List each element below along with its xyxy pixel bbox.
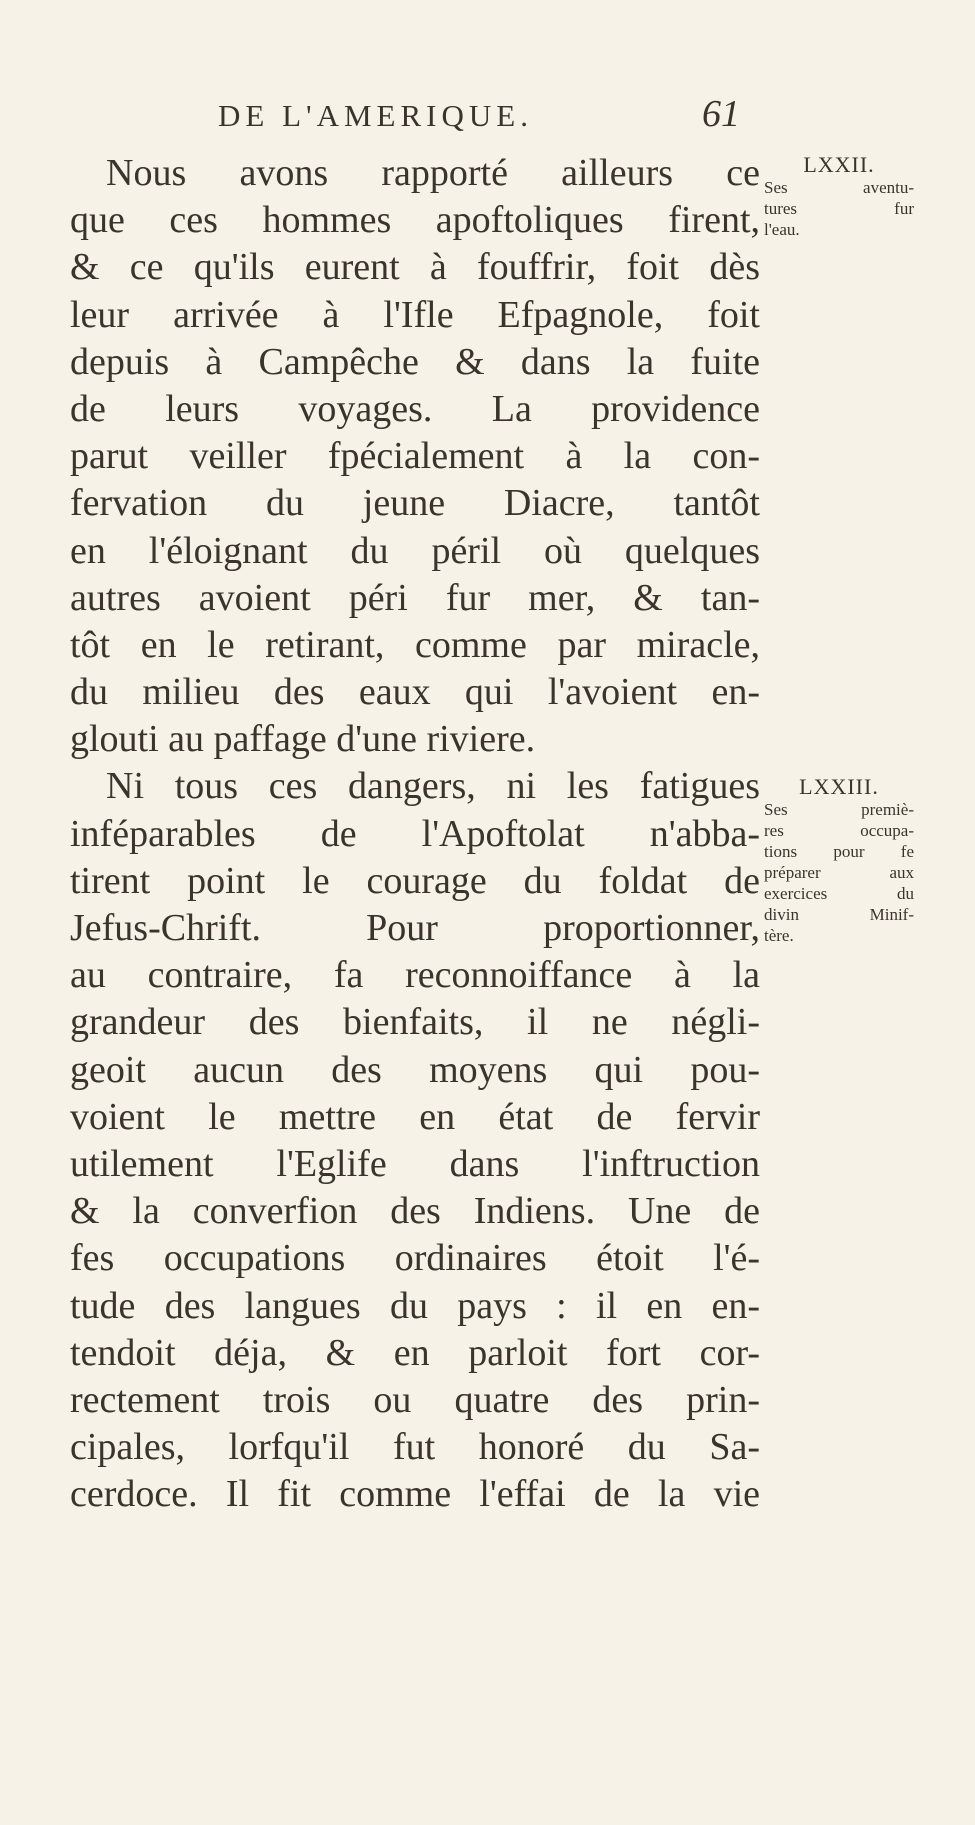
text-line: Jefus-Chrift. Pour proportionner, xyxy=(70,907,760,949)
body-text xyxy=(70,150,760,1518)
text-line: inféparables de l'Apoftolat n'abba- xyxy=(70,812,760,855)
text-line: Nous avons rapporté ailleurs ce xyxy=(106,152,760,194)
text-line: tôt en le retirant, comme par miracle, xyxy=(70,623,760,666)
margin-note xyxy=(764,153,974,240)
page-number: 61 xyxy=(702,93,740,135)
text-line: que ces hommes apoftoliques firent, xyxy=(70,199,760,242)
running-head xyxy=(200,93,740,146)
margin-note-line: Ses premiè- xyxy=(764,800,914,819)
margin-note-line: divin Minif- xyxy=(764,905,914,924)
text-line: geoit aucun des moyens qui pou- xyxy=(70,1048,760,1091)
running-title: DE L'AMERIQUE. xyxy=(218,98,533,133)
text-line: cipales, lorfqu'il fut honoré du Sa- xyxy=(70,1426,760,1469)
text-line: de leurs voyages. La providence xyxy=(70,387,760,430)
margin-note-line: préparer aux xyxy=(764,863,914,882)
text-line: autres avoient péri fur mer, & tan- xyxy=(70,576,760,619)
text-line: voient le mettre en état de fervir xyxy=(70,1095,760,1138)
text-line: tirent point le courage du foldat de xyxy=(70,859,760,902)
margin-note-line: tions pour fe xyxy=(764,842,914,861)
margin-note-line: l'eau. xyxy=(764,220,800,239)
text-line: au contraire, fa reconnoiffance à la xyxy=(70,954,760,997)
text-line: & ce qu'ils eurent à fouffrir, foit dès xyxy=(70,246,760,289)
margin-note-line: tures fur xyxy=(764,199,914,218)
text-line: du milieu des eaux qui l'avoient en- xyxy=(70,671,760,714)
text-line: depuis à Campêche & dans la fuite xyxy=(70,340,760,383)
text-line: & la converfion des Indiens. Une de xyxy=(70,1190,760,1233)
text-line: en l'éloignant du péril où quelques xyxy=(70,529,760,572)
margin-note-line: exercices du xyxy=(764,884,914,903)
margin-note-number: LXXIII. xyxy=(799,774,879,799)
text-line: tendoit déja, & en parloit fort cor- xyxy=(70,1331,760,1374)
text-line: fervation du jeune Diacre, tantôt xyxy=(70,482,760,525)
text-line: utilement l'Eglife dans l'inftruction xyxy=(70,1142,760,1185)
text-line: cerdoce. Il fit comme l'effai de la vie xyxy=(70,1473,760,1516)
text-line: Ni tous ces dangers, ni les fatigues xyxy=(106,765,760,808)
margin-note-line: tère. xyxy=(764,926,794,945)
text-line: rectement trois ou quatre des prin- xyxy=(70,1378,760,1421)
text-line: leur arrivée à l'Ifle Efpagnole, foit xyxy=(70,293,760,336)
text-line: fes occupations ordinaires étoit l'é- xyxy=(70,1237,760,1280)
margin-note xyxy=(764,775,974,946)
margin-note-number: LXXII. xyxy=(803,152,875,177)
text-line: grandeur des bienfaits, il ne négli- xyxy=(70,1001,760,1044)
text-line: tude des langues du pays : il en en- xyxy=(70,1284,760,1327)
margin-note-line: Ses aventu- xyxy=(764,178,914,197)
text-line: glouti au paffage d'une riviere. xyxy=(70,718,536,761)
margin-note-line: res occupa- xyxy=(764,821,914,840)
text-line: parut veiller fpécialement à la con- xyxy=(70,435,760,478)
